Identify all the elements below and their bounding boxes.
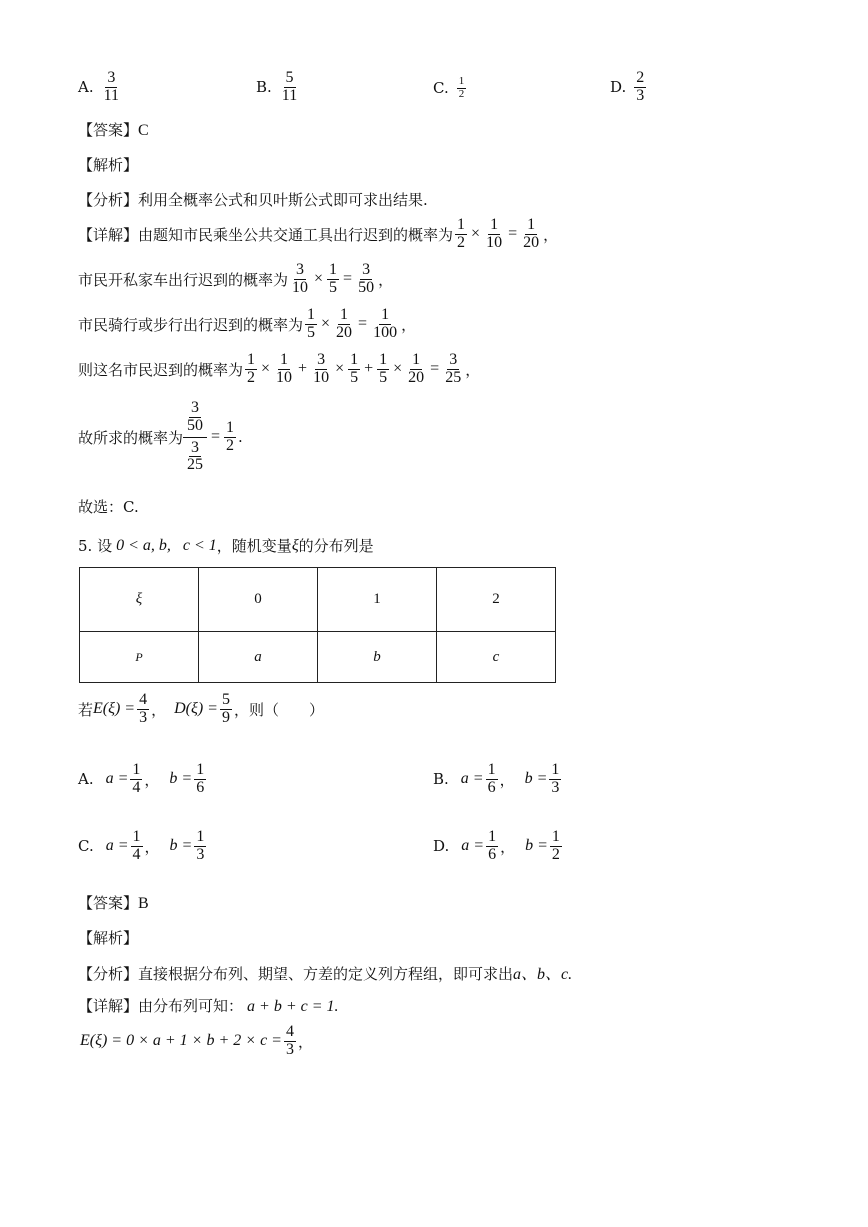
q5-fenxi: 【分析】直接根据分布列、期望、方差的定义列方程组，即可求出a、b、c. <box>78 965 573 983</box>
table-cell: P <box>80 632 199 683</box>
q4-detail-line-5: 故所求的概率为 $\frac{3}{50}$ $\frac{3}{25}$ = $\frac{1}{2}$ . <box>78 399 243 474</box>
q4-choice-d <box>610 70 648 105</box>
table-cell: ξ <box>80 568 199 632</box>
choice-letter: A. <box>78 78 94 97</box>
fraction: $\frac{2}{3}$ <box>636 69 645 104</box>
table-cell: a <box>199 632 318 683</box>
q4-detail-line-1: 【详解】 由题知市民乘坐公共交通工具出行迟到的概率为 $\frac{1}{2}$ × $\frac{1}{10}$ = $\frac{1}{20}$ ， <box>78 216 559 251</box>
table-row <box>80 568 556 632</box>
choice-letter: B. <box>256 78 272 97</box>
q4-detail-line-2: 市民开私家车出行迟到的概率为 $\frac{3}{10}$ × $\frac{1}{5}$ = $\frac{3}{50}$ ， <box>78 261 394 296</box>
fraction: $\frac{5}{11}$ <box>281 69 298 104</box>
q4-fenxi: 【分析】利用全概率公式和贝叶斯公式即可求出结果. <box>78 191 428 209</box>
fraction: $\frac{1}{2}$ <box>458 75 465 100</box>
distribution-table <box>79 567 556 683</box>
table-cell: b <box>318 632 437 683</box>
q4-analysis-label: 【解析】 <box>78 156 139 174</box>
q5-answer: 【答案】B <box>78 894 149 912</box>
choice-letter: D. <box>610 78 627 97</box>
table-cell: 0 <box>199 568 318 632</box>
q4-answer: 【答案】C <box>78 121 149 139</box>
q4-choice-c <box>433 76 468 100</box>
q5-condition: 若 E(ξ) = $\frac{4}{3}$ ， D(ξ) = $\frac{5}{9}$ ，则（ ） <box>78 691 324 726</box>
q4-choice-b <box>256 70 301 105</box>
q5-detail-line-1: 【详解】由分布列可知： a + b + c = 1. <box>78 997 339 1015</box>
q5-detail-line-2: E(ξ) = 0 × a + 1 × b + 2 × c = $\frac{4}{3}$ ， <box>80 1023 313 1058</box>
q5-stem: 5. 设 0 < a, b, c < 1 ，随机变量 ξ 的分布列是 <box>78 536 374 555</box>
compound-fraction: $\frac{3}{50}$ $\frac{3}{25}$ <box>183 400 207 474</box>
q5-choice-c: C. a = $\frac{1}{4}$ ， b = $\frac{1}{3}$ <box>78 828 205 863</box>
fraction: $\frac{3}{11}$ <box>103 69 120 104</box>
table-cell: 1 <box>318 568 437 632</box>
table-cell: 2 <box>437 568 556 632</box>
q5-choice-b: B. a = $\frac{1}{6}$ ， b = $\frac{1}{3}$ <box>433 761 560 796</box>
q5-choice-d: D. a = $\frac{1}{6}$ ， b = $\frac{1}{2}$ <box>433 828 560 863</box>
q5-analysis-label: 【解析】 <box>78 929 139 947</box>
q4-choose: 故选：C. <box>78 498 139 516</box>
table-cell: c <box>437 632 556 683</box>
q5-choice-a: A. a = $\frac{1}{4}$ ， b = $\frac{1}{6}$ <box>78 761 205 796</box>
q4-choice-a <box>78 70 123 105</box>
q4-detail-line-4: 则这名市民迟到的概率为 $\frac{1}{2}$ × $\frac{1}{10}$ + $\frac{3}{10}$ × $\frac{1}{5}$ + $\frac{1}{5}$ × $\frac{1}{20}$ = $\frac{3}{25}$ ， <box>78 351 481 386</box>
q4-detail-line-3: 市民骑行或步行出行迟到的概率为 $\frac{1}{5}$ × $\frac{1}{20}$ = $\frac{1}{100}$ ， <box>78 306 417 341</box>
table-row <box>80 632 556 683</box>
choice-letter: C. <box>433 79 449 98</box>
